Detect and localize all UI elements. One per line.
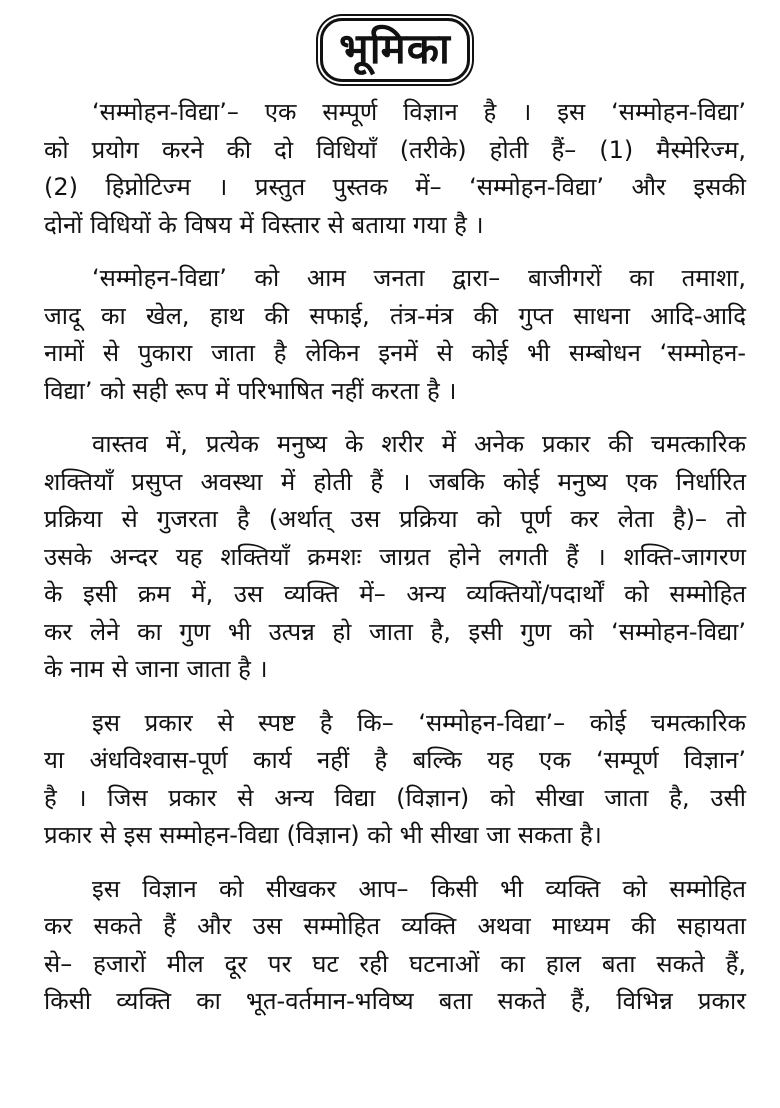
paragraph-2 bbox=[44, 260, 746, 410]
title-frame bbox=[320, 18, 470, 82]
paragraph-line: किसी व्यक्ति का भूत-वर्तमान-भविष्य बता सकते हैं, विभिन्न प्रकार bbox=[44, 987, 746, 1015]
paragraph-line: नामों से पुकारा जाता है लेकिन इनमें से कोई भी सम्बोधन ‘सम्मोहन- bbox=[44, 339, 746, 367]
paragraph-line: विद्या’ को सही रूप में परिभाषित नहीं करता है । bbox=[44, 376, 457, 405]
paragraph-line: इस प्रकार से स्पष्ट है कि– ‘सम्मोहन-विद्या’– कोई चमत्कारिक bbox=[92, 708, 746, 737]
paragraph-line: शक्तियाँ प्रसुप्त अवस्था में होती हैं । जबकि कोई मनुष्य एक निर्धारित bbox=[44, 467, 746, 496]
paragraph-line: से– हजारों मील दूर पर घट रही घटनाओं का हाल बता सकते हैं, bbox=[44, 949, 746, 978]
paragraph-line: कर लेने का गुण भी उत्पन्न हो जाता है, इसी गुण को ‘सम्मोहन-विद्या’ bbox=[44, 617, 746, 646]
paragraph-line: जादू का खेल, हाथ की सफाई, तंत्र-मंत्र की गुप्त साधना आदि-आदि bbox=[44, 301, 746, 330]
paragraph-line: उसके अन्दर यह शक्तियाँ क्रमशः जाग्रत होने लगती हैं । शक्ति-जागरण bbox=[44, 542, 746, 571]
paragraph-line: (2) हिप्नोटिज्म । प्रस्तुत पुस्तक में– ‘सम्मोहन-विद्या’ और इसकी bbox=[44, 173, 746, 201]
paragraph-line: के इसी क्रम में, उस व्यक्ति में– अन्य व्यक्तियों/पदार्थों को सम्मोहित bbox=[44, 580, 746, 608]
paragraph-line: प्रक्रिया से गुजरता है (अर्थात् उस प्रक्रिया को पूर्ण कर लेता है)– तो bbox=[44, 505, 746, 533]
paragraph-line: वास्तव में, प्रत्येक मनुष्य के शरीर में अनेक प्रकार की चमत्कारिक bbox=[92, 430, 746, 458]
paragraph-line: दोनों विधियों के विषय में विस्तार से बताया गया है । bbox=[44, 210, 484, 239]
paragraph-line: कर सकते हैं और उस सम्मोहित व्यक्ति अथवा माध्यम की सहायता bbox=[44, 912, 746, 940]
paragraph-line: प्रकार से इस सम्मोहन-विद्या (विज्ञान) को भी सीखा जा सकता है। bbox=[44, 821, 602, 849]
paragraph-line: है । जिस प्रकार से अन्य विद्या (विज्ञान) को सीखा जाता है, उसी bbox=[44, 783, 746, 812]
paragraph-4 bbox=[44, 705, 746, 855]
page-title: भूमिका bbox=[339, 24, 451, 73]
paragraph-line: को प्रयोग करने की दो विधियाँ (तरीके) होती हैं– (1) मैस्मेरिज्म, bbox=[44, 135, 746, 164]
paragraph-5 bbox=[44, 871, 746, 1021]
paragraph-3 bbox=[44, 426, 746, 689]
paragraph-1 bbox=[44, 94, 746, 244]
paragraph-line: के नाम से जाना जाता है । bbox=[44, 655, 268, 683]
paragraph-line: ‘सम्मोहन-विद्या’– एक सम्पूर्ण विज्ञान है । इस ‘सम्मोहन-विद्या’ bbox=[92, 98, 746, 126]
title-area bbox=[44, 14, 746, 94]
paragraph-line: या अंधविश्वास-पूर्ण कार्य नहीं है बल्कि यह एक ‘सम्पूर्ण विज्ञान’ bbox=[44, 746, 746, 774]
paragraph-line: ‘सम्मोहन-विद्या’ को आम जनता द्वारा– बाजीगरों का तमाशा, bbox=[92, 264, 746, 292]
paragraph-line: इस विज्ञान को सीखकर आप– किसी भी व्यक्ति को सम्मोहित bbox=[92, 874, 746, 903]
